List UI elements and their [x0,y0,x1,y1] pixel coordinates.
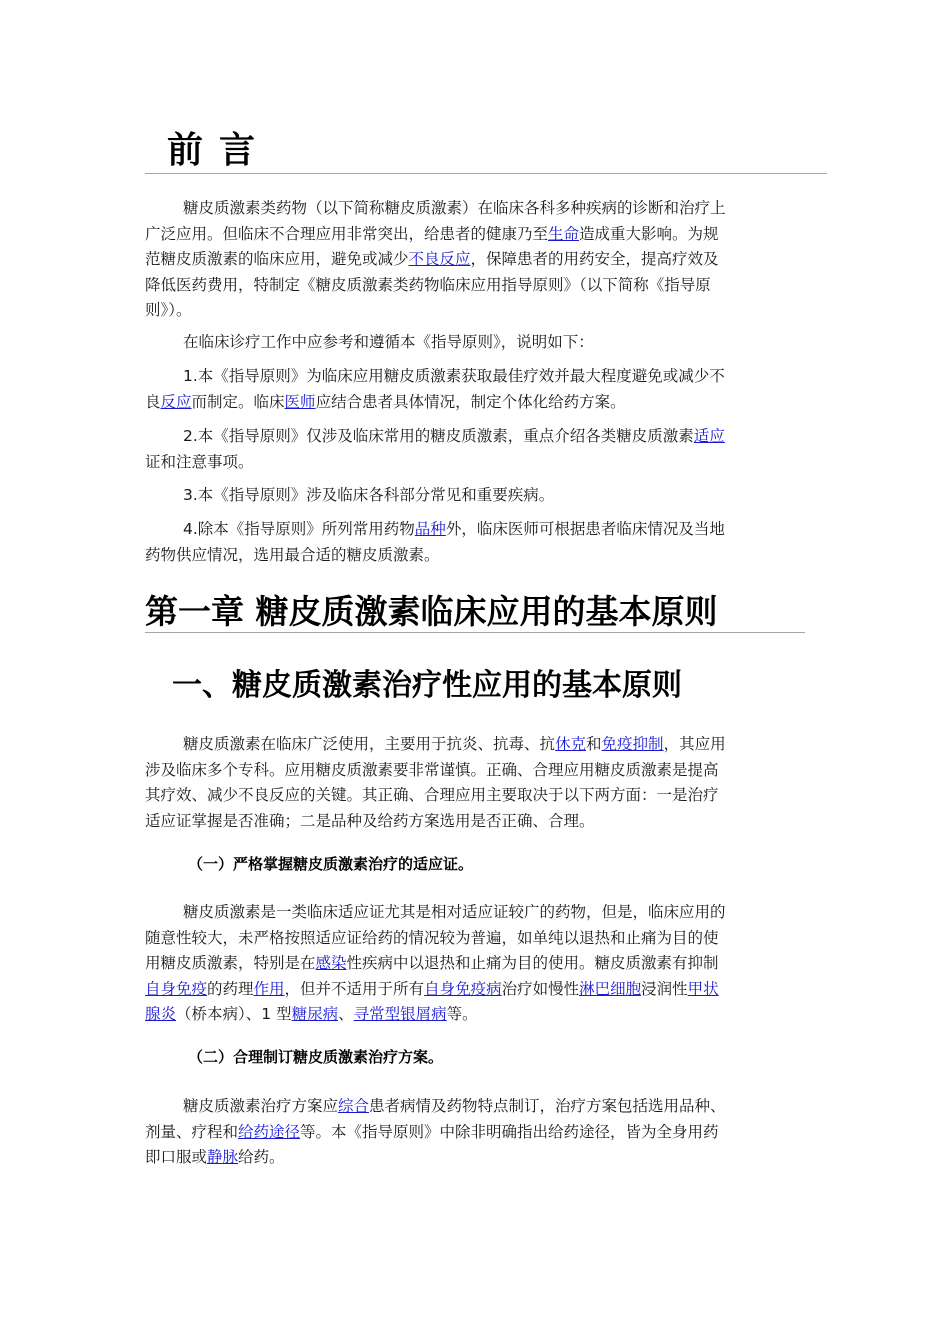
text-run: 浸润性 [641,979,688,998]
text-line [145,951,805,977]
text-run: 良 [145,392,161,411]
text-run: 性疾病中以退热和止痛为目的使用。糖皮质激素有抑制 [346,954,719,972]
text-run: 、 [338,1005,354,1023]
link-infection[interactable]: 感染 [315,954,347,972]
text-run: 在临床诊疗工作中应参考和遵循本《指导原则》，说明如下： [183,333,594,351]
text-line [145,809,805,835]
text-line [145,298,805,324]
text-run: 1.本《指导原则》为临床应用糖皮质激素获取最佳疗效并最大程度避免或减少不 [183,367,725,385]
link-adverse-reaction[interactable]: 不良反应 [408,250,471,268]
text-run: 用糖皮质激素，特别是在 [145,954,316,972]
link-immunosuppression[interactable]: 免疫抑制 [601,735,664,753]
text-run: 给药。 [238,1148,285,1166]
link-thyroid[interactable]: 甲状 [687,979,719,998]
text-line [145,364,805,390]
text-run: 造成重大影响。为规 [579,224,719,243]
text-run: 的药理 [207,979,254,998]
link-autoimmune-disease[interactable]: 自身免疫病 [424,979,502,998]
text-run: 而制定。临床 [191,392,285,411]
preface-item-1 [145,364,805,415]
text-line [145,1094,805,1120]
text-line [145,222,805,248]
link-life[interactable]: 生命 [548,224,580,243]
text-run: 涉及临床多个专科。应用糖皮质激素要非常谨慎。正确、合理应用糖皮质激素是提高 [145,760,719,779]
link-diabetes[interactable]: 糖尿病 [291,1005,339,1023]
link-intravenous[interactable]: 静脉 [207,1148,239,1166]
text-line [145,390,805,416]
link-action[interactable]: 作用 [253,979,285,998]
text-run: 随意性较大，未严格按照适应证给药的情况较为普遍，如单纯以退热和止痛为目的使 [145,928,719,947]
text-line [145,247,805,273]
text-run: 适应证掌握是否准确；二是品种及给药方案选用是否正确、合理。 [145,811,595,830]
text-line [145,450,805,476]
preface-item-4 [145,517,805,568]
text-line [145,732,805,758]
text-run: ，其应用 [663,735,726,753]
text-run: （桥本病）、1 型 [176,1005,292,1023]
section-paragraph-1 [145,732,805,834]
link-physician[interactable]: 医师 [284,392,316,411]
text-line [145,424,805,450]
text-run: 等。 [446,1005,478,1023]
text-run: 广泛应用。但临床不合理应用非常突出，给患者的健康乃至 [145,224,549,243]
text-run: 药物供应情况，选用最合适的糖皮质激素。 [145,545,440,564]
text-run: 糖皮质激素在临床广泛使用，主要用于抗炎、抗毒、抗 [183,735,556,753]
text-line [145,977,805,1003]
link-glanditis[interactable]: 腺炎 [145,1005,177,1023]
link-psoriasis[interactable]: 寻常型银屑病 [353,1005,447,1023]
preface-item-2 [145,424,805,475]
text-line [145,196,805,222]
subsection-1-paragraph [145,900,805,1028]
text-line [145,517,805,543]
preface-paragraph-1 [145,196,805,324]
section-heading: 一、糖皮质激素治疗性应用的基本原则 [172,668,682,703]
text-run: 降低医药费用，特制定《糖皮质激素类药物临床应用指导原则》（以下简称《指导原 [145,275,711,294]
preface-item-3 [145,483,805,509]
text-run: 等。本《指导原则》中除非明确指出给药途径，皆为全身用药 [300,1122,719,1141]
text-line [145,900,805,926]
link-lymphocyte[interactable]: 淋巴细胞 [579,979,642,998]
link-comprehensive[interactable]: 综合 [338,1097,370,1115]
text-run: 糖皮质激素是一类临床适应证尤其是相对适应证较广的药物，但是，临床应用的 [183,903,726,921]
text-line [145,1120,805,1146]
text-line [145,1002,805,1028]
text-run: 患者病情及药物特点制订，治疗方案包括选用品种、 [369,1097,726,1115]
text-line [145,543,805,569]
preface-paragraph-2 [145,330,805,356]
link-shock[interactable]: 休克 [555,735,587,753]
chapter-heading: 第一章 糖皮质激素临床应用的基本原则 [145,592,805,633]
text-line [145,758,805,784]
text-run: 其疗效、减少不良反应的关键。其正确、合理应用主要取决于以下两方面：一是治疗 [145,786,719,804]
text-run: 2.本《指导原则》仅涉及临床常用的糖皮质激素，重点介绍各类糖皮质激素 [183,427,694,445]
text-line [145,273,805,299]
text-run: 3.本《指导原则》涉及临床各科部分常见和重要疾病。 [183,486,555,504]
link-route-of-administration[interactable]: 给药途径 [238,1122,301,1141]
link-autoimmunity[interactable]: 自身免疫 [145,979,208,998]
subsection-heading-2: （二）合理制订糖皮质激素治疗方案。 [188,1048,444,1066]
text-run: 范糖皮质激素的临床应用，避免或减少 [145,250,409,268]
link-variety[interactable]: 品种 [414,520,446,538]
text-run: 剂量、疗程和 [145,1122,239,1141]
text-run: 治疗如慢性 [501,979,580,998]
subsection-heading-1: （一）严格掌握糖皮质激素治疗的适应证。 [188,855,474,873]
text-run: 糖皮质激素治疗方案应 [183,1097,339,1115]
text-run: 应结合患者具体情况，制定个体化给药方案。 [315,392,626,411]
text-run: 证和注意事项。 [145,452,254,471]
text-run: 糖皮质激素类药物（以下简称糖皮质激素）在临床各科多种疾病的诊断和治疗上 [183,199,726,217]
text-run: 外，临床医师可根据患者临床情况及当地 [445,520,725,538]
text-line [145,926,805,952]
text-run: 即口服或 [145,1148,208,1166]
subsection-2-paragraph [145,1094,805,1171]
text-line [145,1145,805,1171]
text-line [145,783,805,809]
text-line [145,483,805,509]
text-run: ，保障患者的用药安全，提高疗效及 [470,250,719,268]
text-line [145,330,805,356]
link-indication[interactable]: 适应 [693,427,725,445]
link-reaction[interactable]: 反应 [160,392,192,411]
text-run: 4.除本《指导原则》所列常用药物 [183,520,415,538]
text-run: 和 [586,735,602,753]
text-run: 则》）。 [145,301,192,319]
preface-heading: 前言 [145,128,827,174]
text-run: ，但并不适用于所有 [284,979,425,998]
